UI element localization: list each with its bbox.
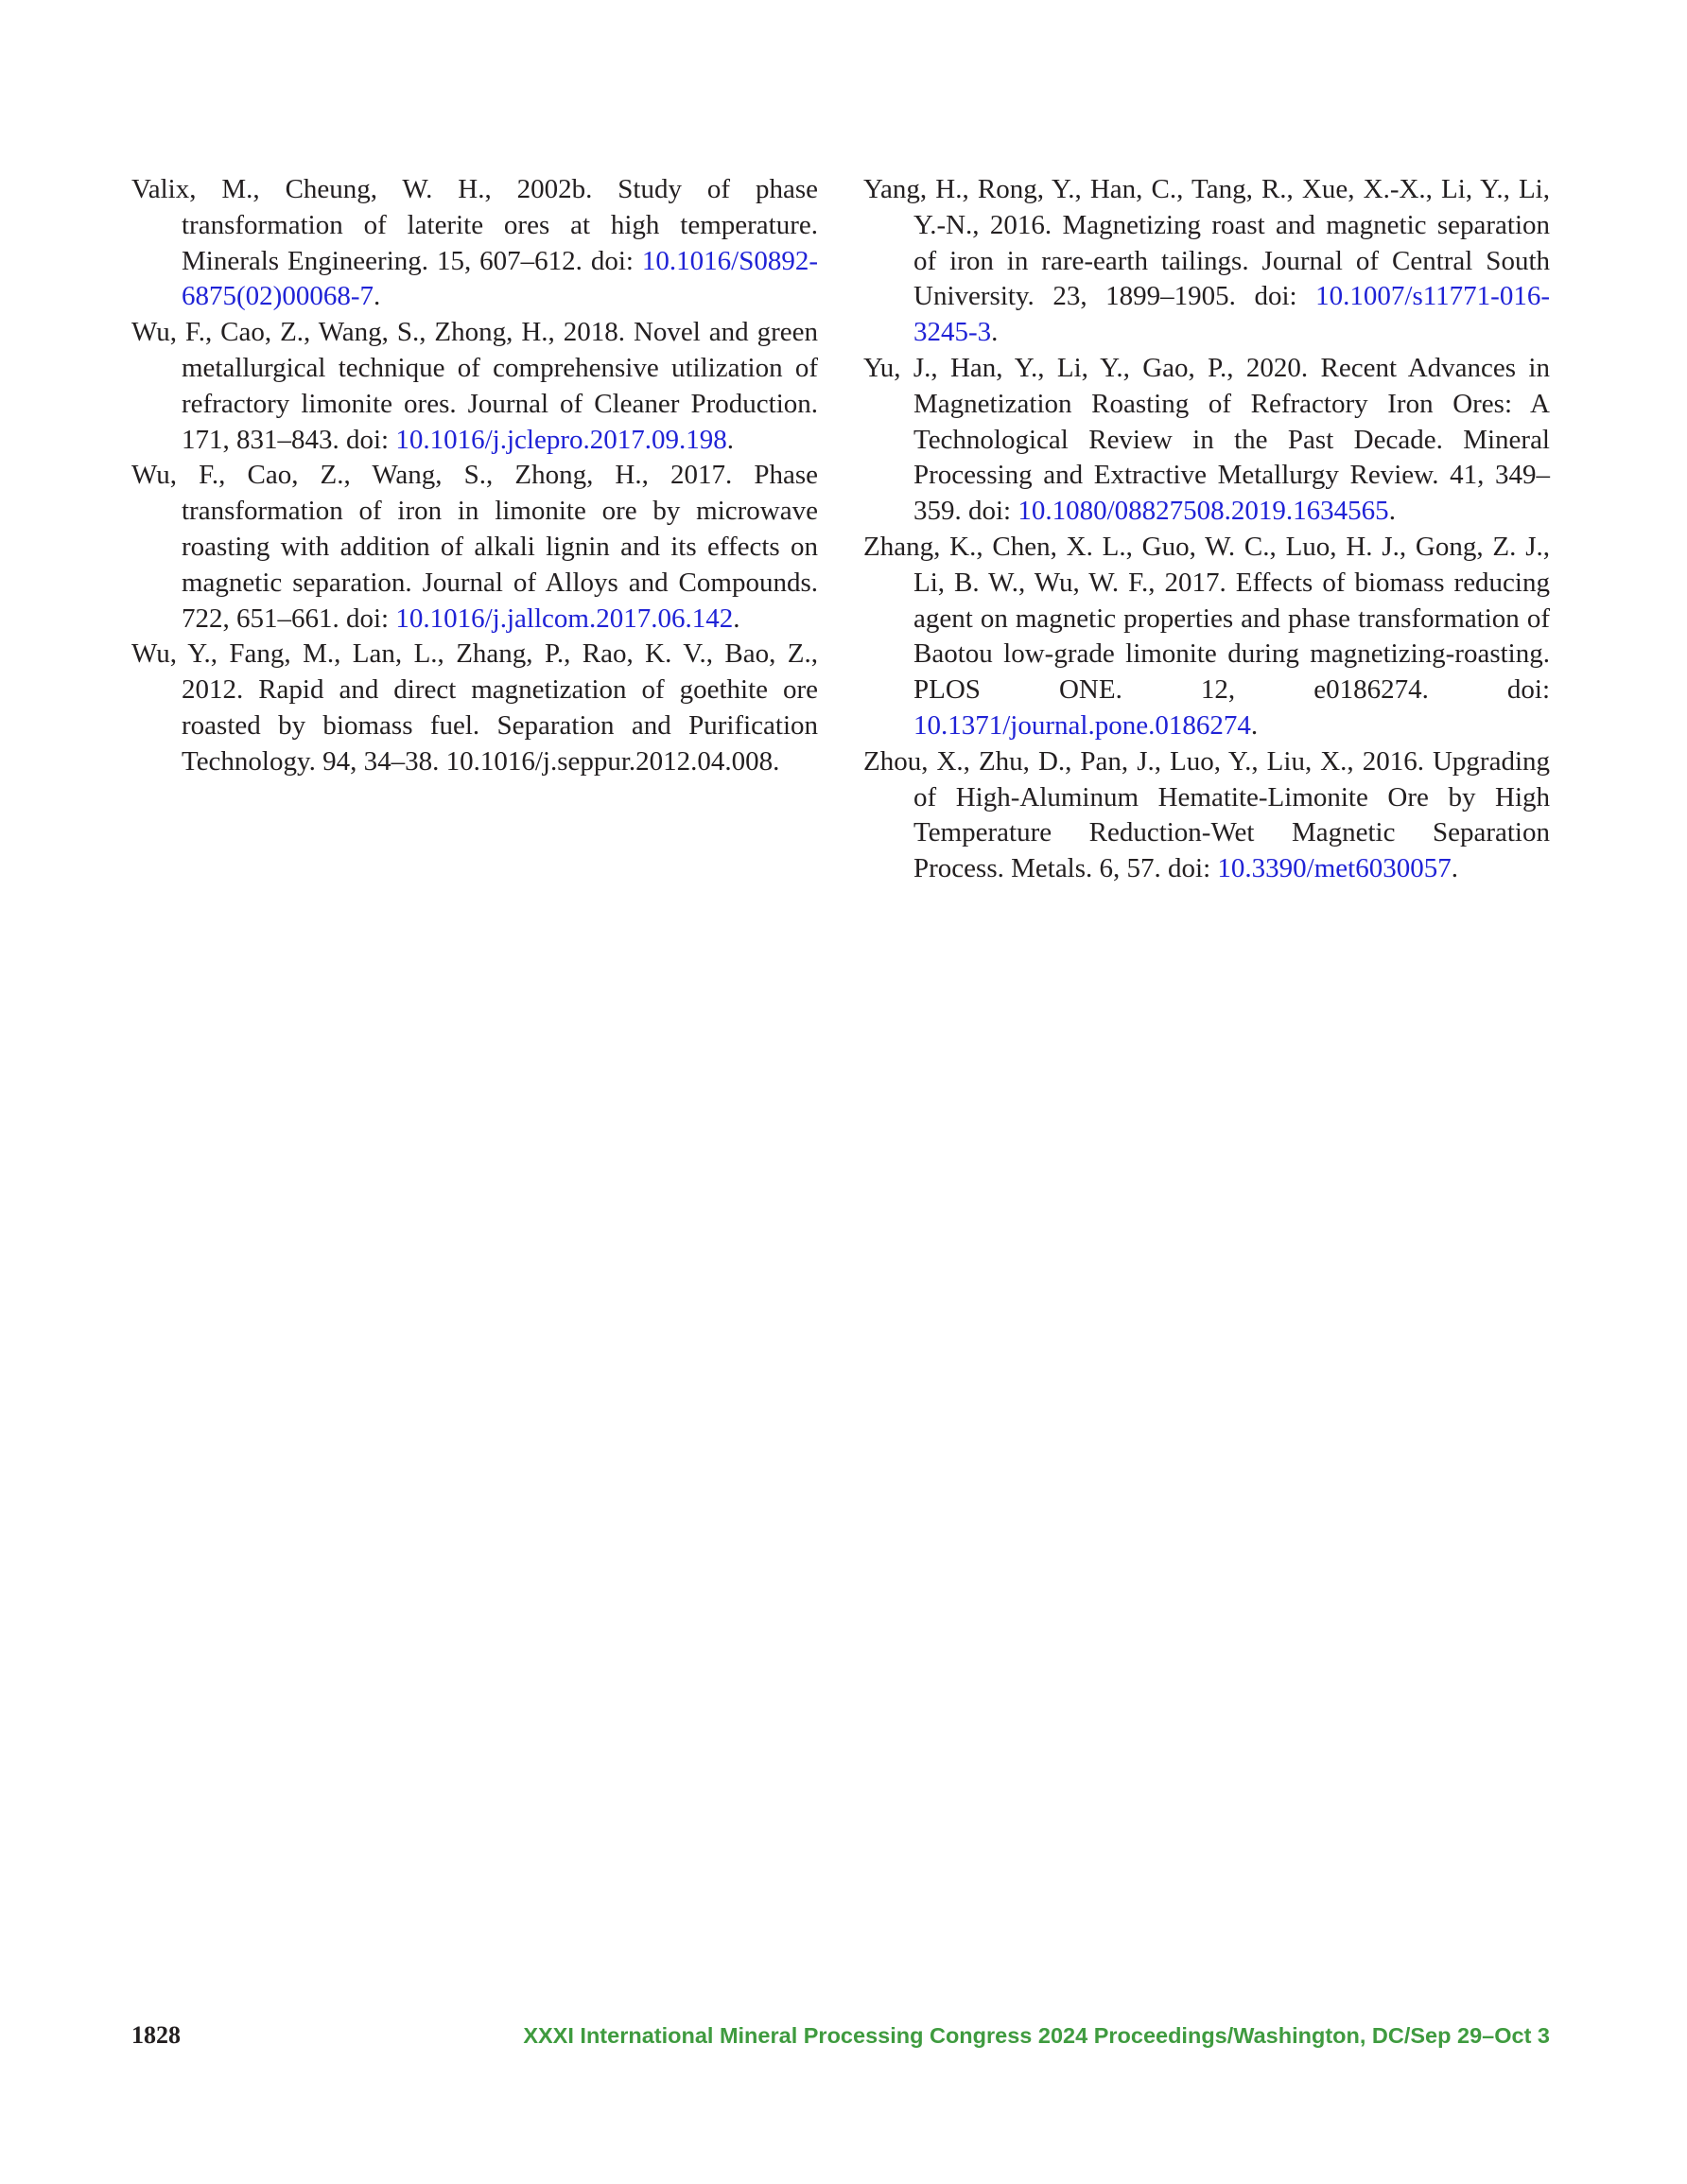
doi-link[interactable]: 10.3390/met6030057 [1217,853,1452,884]
reference-text: Yang, H., Rong, Y., Han, C., Tang, R., Xue, X.-X., Li, Y., Li, Y.-N., 2016. Magnetizing roast and magnetic separation of iron in rare-earth tailings. Journal of Central South University. 23, 1899–1905. doi: [863,174,1550,312]
reference-text: Zhou, X., Zhu, D., Pan, J., Luo, Y., Liu, X., 2016. Upgrading of High-Aluminum Hematite-Limonite Ore by High Temperature Reduction-Wet Magnetic Separation Process. Metals. 6, 57. doi: [863,745,1550,884]
reference-column-left [131,172,818,780]
reference-text: Yu, J., Han, Y., Li, Y., Gao, P., 2020. Recent Advances in Magnetization Roasting of Refractory Iron Ores: A Technological Review in the Past Decade. Mineral Processing and Extractive Metallurgy Review. 41, 349–359. doi: [863,352,1550,527]
reference-item [863,172,1550,351]
page-number: 1828 [131,2021,181,2049]
reference-item [131,458,818,637]
reference-text: Wu, F., Cao, Z., Wang, S., Zhong, H., 2017. Phase transformation of iron in limonite ore by microwave roasting with addition of alkali lignin and its effects on magnetic separation. Journal of Alloys and Compounds. 722, 651–661. doi: [131,460,818,634]
reference-item [131,172,818,315]
reference-item [863,351,1550,530]
reference-item [131,637,818,779]
reference-text: Valix, M., Cheung, W. H., 2002b. Study of phase transformation of laterite ores at high temperature. Minerals Engineering. 15, 607–612. doi: [131,174,818,276]
page-footer [131,2021,1550,2059]
reference-item [863,530,1550,744]
reference-end: . [726,424,735,455]
reference-end: . [1451,853,1458,884]
reference-end: . [1250,709,1259,741]
reference-end: . [1388,496,1396,527]
doi-link[interactable]: 10.1371/journal.pone.0186274 [913,709,1251,741]
doi-link[interactable]: 10.1016/j.jallcom.2017.06.142 [395,603,734,634]
reference-end: . [991,317,999,348]
reference-text: Zhang, K., Chen, X. L., Guo, W. C., Luo, H. J., Gong, Z. J., Li, B. W., Wu, W. F., 2017. Effects of biomass reducing agent on magnetic properties and phase transformation of Baotou low-grade limonite during magnetizing-roasting. PLOS ONE. 12, e0186274. doi: [863,531,1550,706]
reference-text: Wu, F., Cao, Z., Wang, S., Zhong, H., 2018. Novel and green metallurgical technique of comprehensive utilization of refractory limonite ores. Journal of Cleaner Production. 171, 831–843. doi: [131,317,818,455]
doi-link[interactable]: 10.1080/08827508.2019.1634565 [1017,496,1389,527]
reference-item [863,744,1550,887]
reference-end: . [373,281,381,312]
doi-link[interactable]: 10.1016/S0892-6875(02)00068-7 [182,245,818,312]
reference-text: Wu, Y., Fang, M., Lan, L., Zhang, P., Rao, K. V., Bao, Z., 2012. Rapid and direct magnetization of goethite ore roasted by biomass fuel. Separation and Purification Technology. 94, 34–38. 10.1016/j.seppur.2012.04.008. [131,638,818,777]
doi-link[interactable]: 10.1007/s11771-016-3245-3 [913,281,1550,348]
footer-title: XXXI International Mineral Processing Congress 2024 Proceedings/Washington, DC/Sep 29–Oct 3 [523,2023,1550,2048]
reference-end: . [733,603,740,634]
reference-item [131,315,818,458]
reference-column-right [863,172,1550,887]
doi-link[interactable]: 10.1016/j.jclepro.2017.09.198 [395,424,727,455]
